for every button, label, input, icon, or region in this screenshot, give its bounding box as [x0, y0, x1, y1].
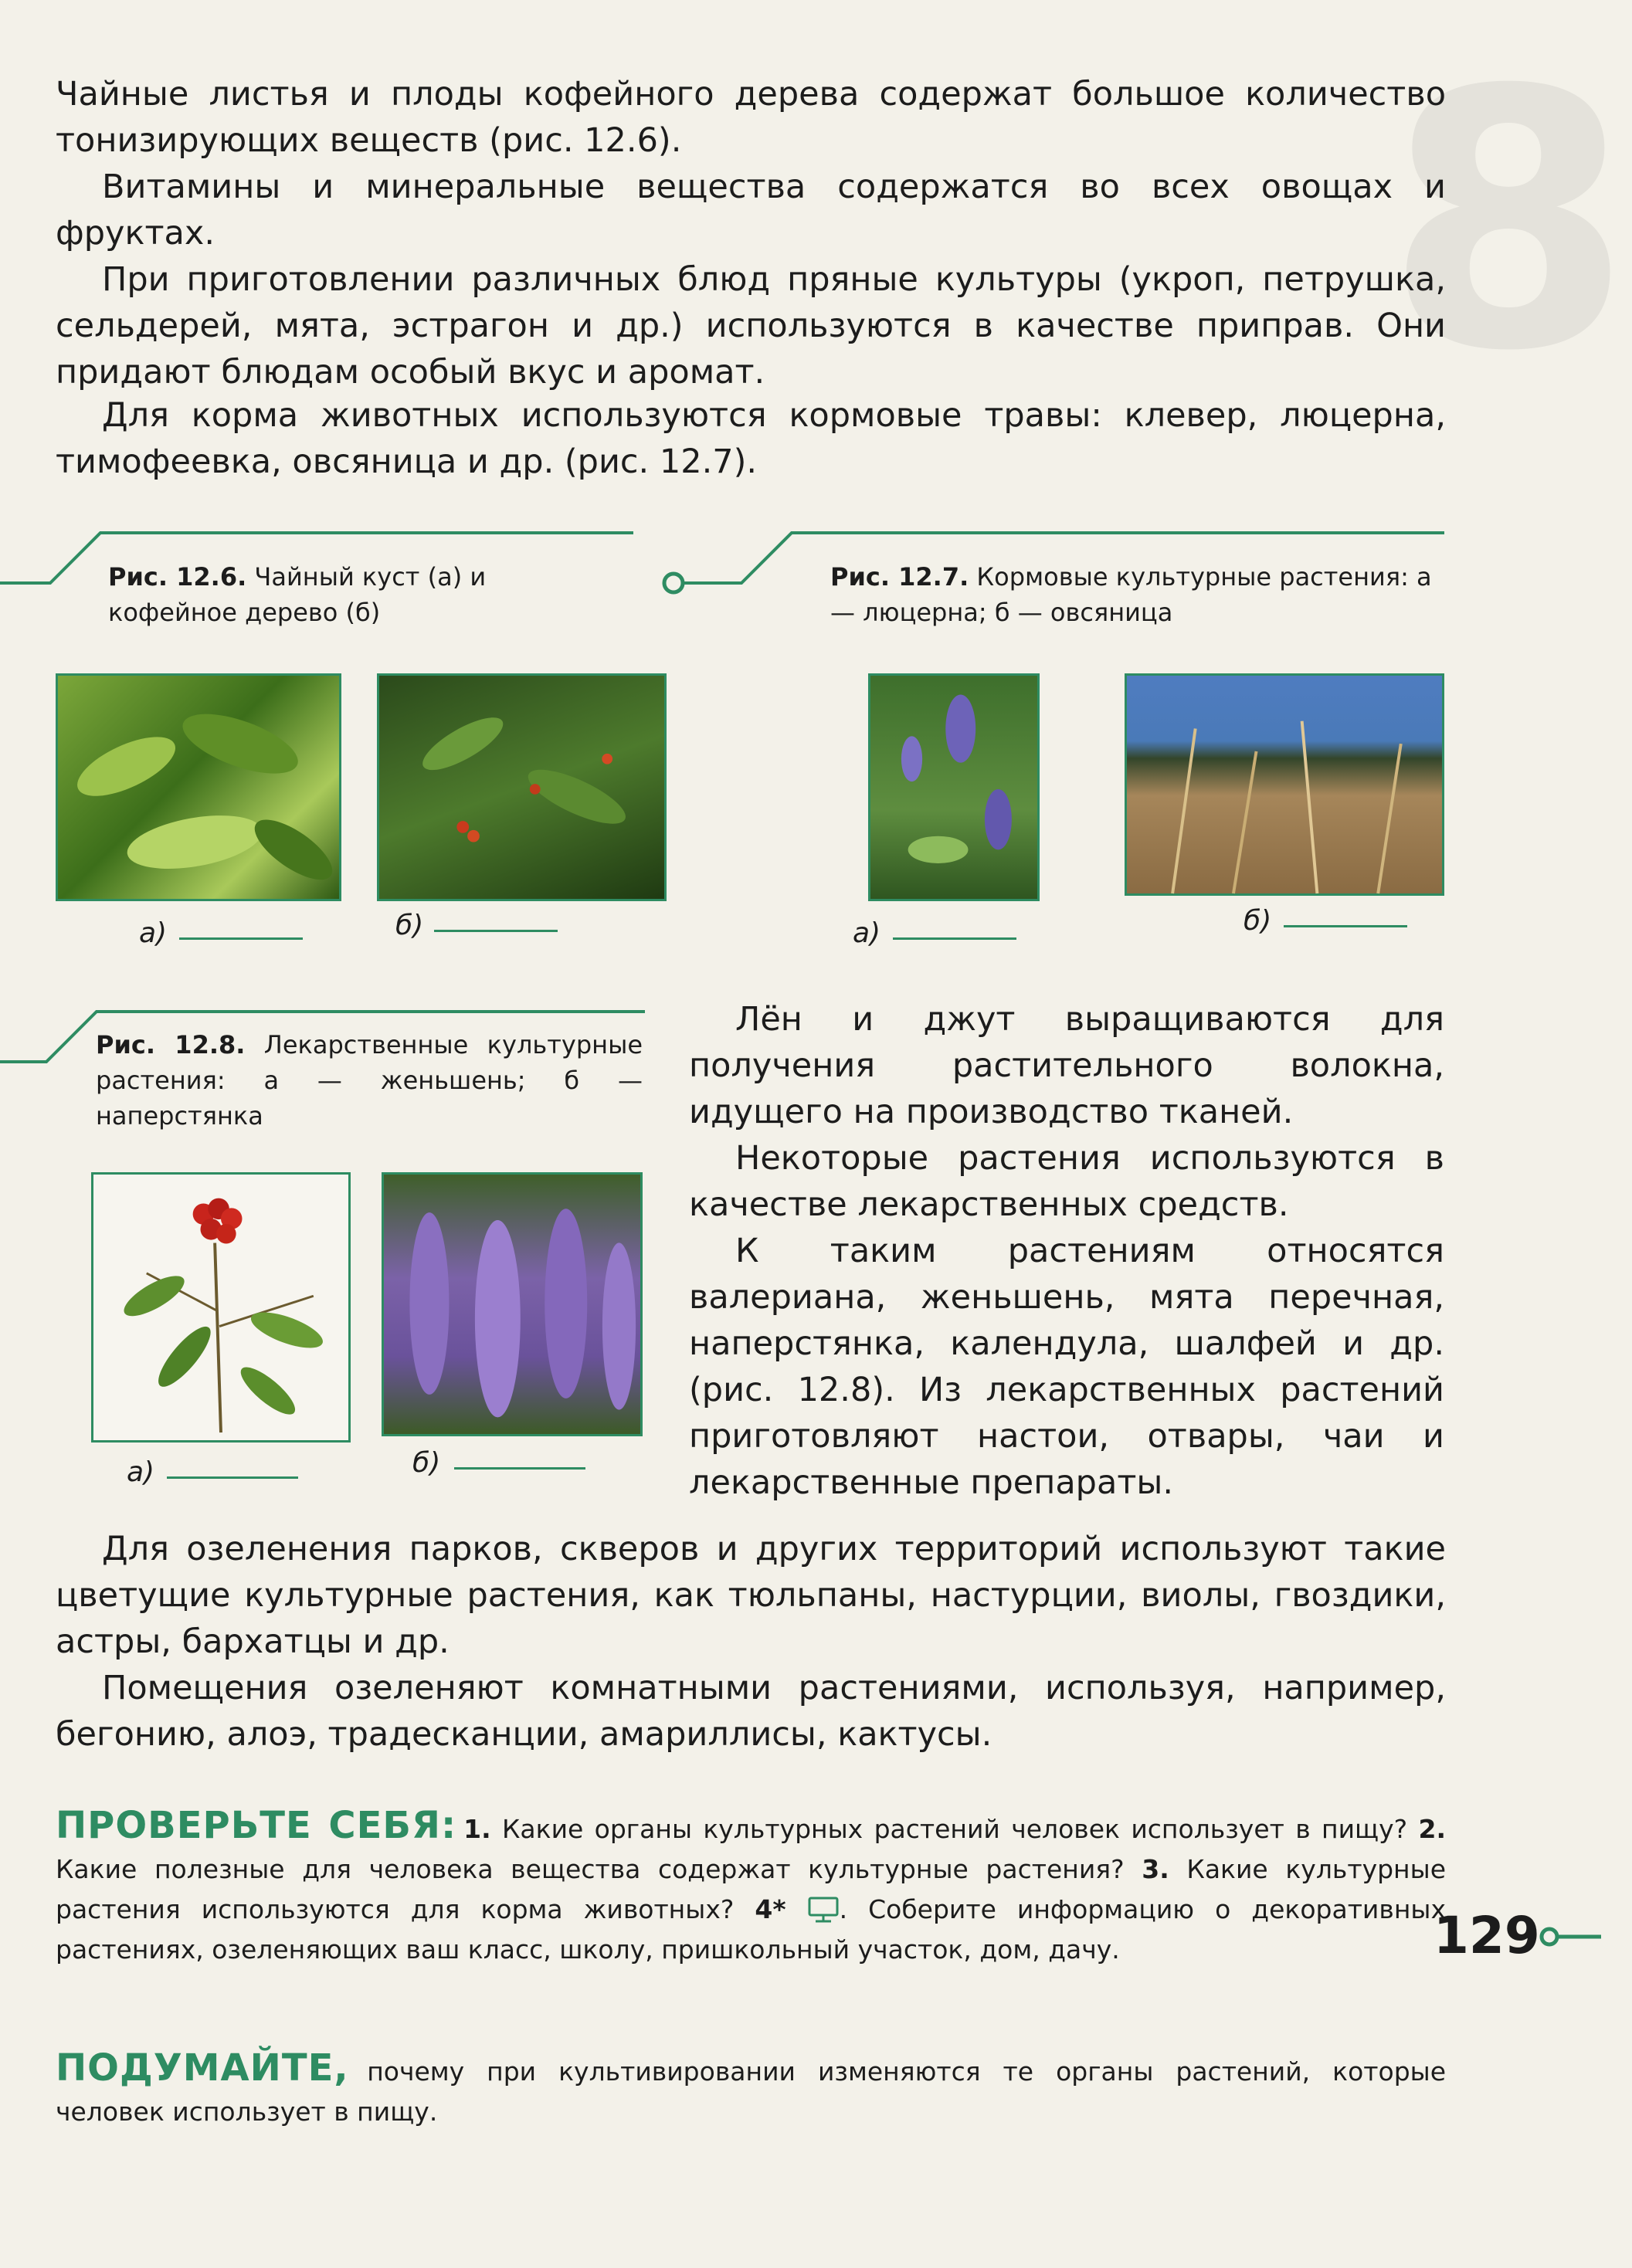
figure-caption-text: Чайный куст (а) и кофейное дерево (б) [108, 562, 487, 627]
figure-12-6-label-b: б) [395, 910, 424, 941]
figure-12-8-label-b: б) [412, 1447, 441, 1479]
paragraph-flax-jute: Лён и джут выращиваются для получения растительного волокна, идущего на производство тканей. [689, 1000, 1444, 1131]
computer-icon [807, 1894, 840, 1921]
label-line [434, 930, 558, 932]
question-3: Какие культурные растения используются для корма животных? [56, 1854, 1446, 1924]
figure-12-7-label-b: б) [1244, 905, 1272, 937]
think-text: почему при культивировании изменяются те органы растений, которые человек использует в пищу. [56, 2056, 1447, 2127]
figure-caption-text: Лекарственные культурные растения: а — женьшень; б — наперстянка [96, 1030, 643, 1131]
label-line [454, 1467, 585, 1470]
paragraph-landscaping: Для озеленения парков, скверов и других территорий используют такие цветущие культурные растения, как тюльпаны, настурции, виолы, гвоздики, астры, бархатцы и др. [56, 1530, 1446, 1661]
alfalfa-photo [868, 673, 1040, 901]
coffee-tree-photo [377, 673, 667, 901]
question-number: 1. [463, 1814, 491, 1844]
figure-12-7-label-a: а) [853, 917, 881, 949]
question-2: Какие полезные для человека вещества содержат культурные растения? [56, 1854, 1125, 1884]
question-number: 2. [1418, 1814, 1447, 1844]
figure-number: Рис. 12.8. [96, 1030, 246, 1059]
tea-bush-photo [56, 673, 341, 901]
paragraph-tea-coffee: Чайные листья и плоды кофейного дерева содержат большое количество тонизирующих веществ (рис. 12.6). [56, 75, 1446, 160]
page-number-decoration [1537, 1921, 1601, 1952]
question-number: 3. [1142, 1854, 1169, 1884]
figure-caption-text: Кормовые культурные растения: а — люцерна; б — овсяница [830, 562, 1432, 627]
paragraph-fodder: Для корма животных используются кормовые травы: клевер, люцерна, тимофеевка, овсяница и др. (рис. 12.7). [56, 396, 1446, 481]
question-number: 4* [755, 1894, 786, 1924]
fescue-photo [1125, 673, 1444, 896]
ginseng-illustration [91, 1172, 351, 1443]
page-number: 129 [1434, 1906, 1540, 1965]
label-line [167, 1476, 298, 1479]
question-1: Какие органы культурных растений человек использует в пищу? [501, 1814, 1408, 1844]
think-heading: ПОДУМАЙТЕ, [56, 2046, 349, 2090]
background-chapter-digit: 8 [1384, 15, 1632, 429]
check-yourself-block [56, 1804, 1446, 1970]
question-4: . Соберите информацию о декоративных растениях, озеленяющих ваш класс, школу, пришкольный участок, дом, дачу. [56, 1894, 1446, 1965]
foxglove-photo [382, 1172, 643, 1436]
paragraph-indoor-plants: Помещения озеленяют комнатными растениями, используя, например, бегонию, алоэ, традесканции, амариллисы, кактусы. [56, 1669, 1446, 1754]
paragraph-spices: При приготовлении различных блюд пряные культуры (укроп, петрушка, сельдерей, мята, эстрагон и др.) используются в качестве приправ. Они придают блюдам особый вкус и аромат. [56, 260, 1446, 392]
figure-12-6-label-a: а) [139, 917, 168, 949]
label-line [1284, 925, 1407, 927]
label-line [893, 937, 1016, 940]
figure-12-7-caption [830, 559, 1456, 630]
figure-number: Рис. 12.6. [108, 562, 247, 592]
think-block [56, 2046, 1446, 2132]
paragraph-medicinal-list: К таким растениям относятся валериана, женьшень, мята перечная, наперстянка, календула, шалфей и др. (рис. 12.8). Из лекарственных растений приготовляют настои, отвары, чаи и лекарственные препараты. [689, 1232, 1444, 1502]
paragraph-medicinal: Некоторые растения используются в качестве лекарственных средств. [689, 1139, 1444, 1224]
check-yourself-heading: ПРОВЕРЬТЕ СЕБЯ: [56, 1804, 457, 1847]
label-line [179, 937, 303, 940]
figure-12-6-caption [108, 559, 541, 630]
figure-12-8-caption [96, 1027, 643, 1134]
paragraph-vitamins: Витамины и минеральные вещества содержатся во всех овощах и фруктах. [56, 168, 1446, 253]
figure-12-8-label-a: а) [127, 1456, 155, 1488]
figure-number: Рис. 12.7. [830, 562, 969, 592]
